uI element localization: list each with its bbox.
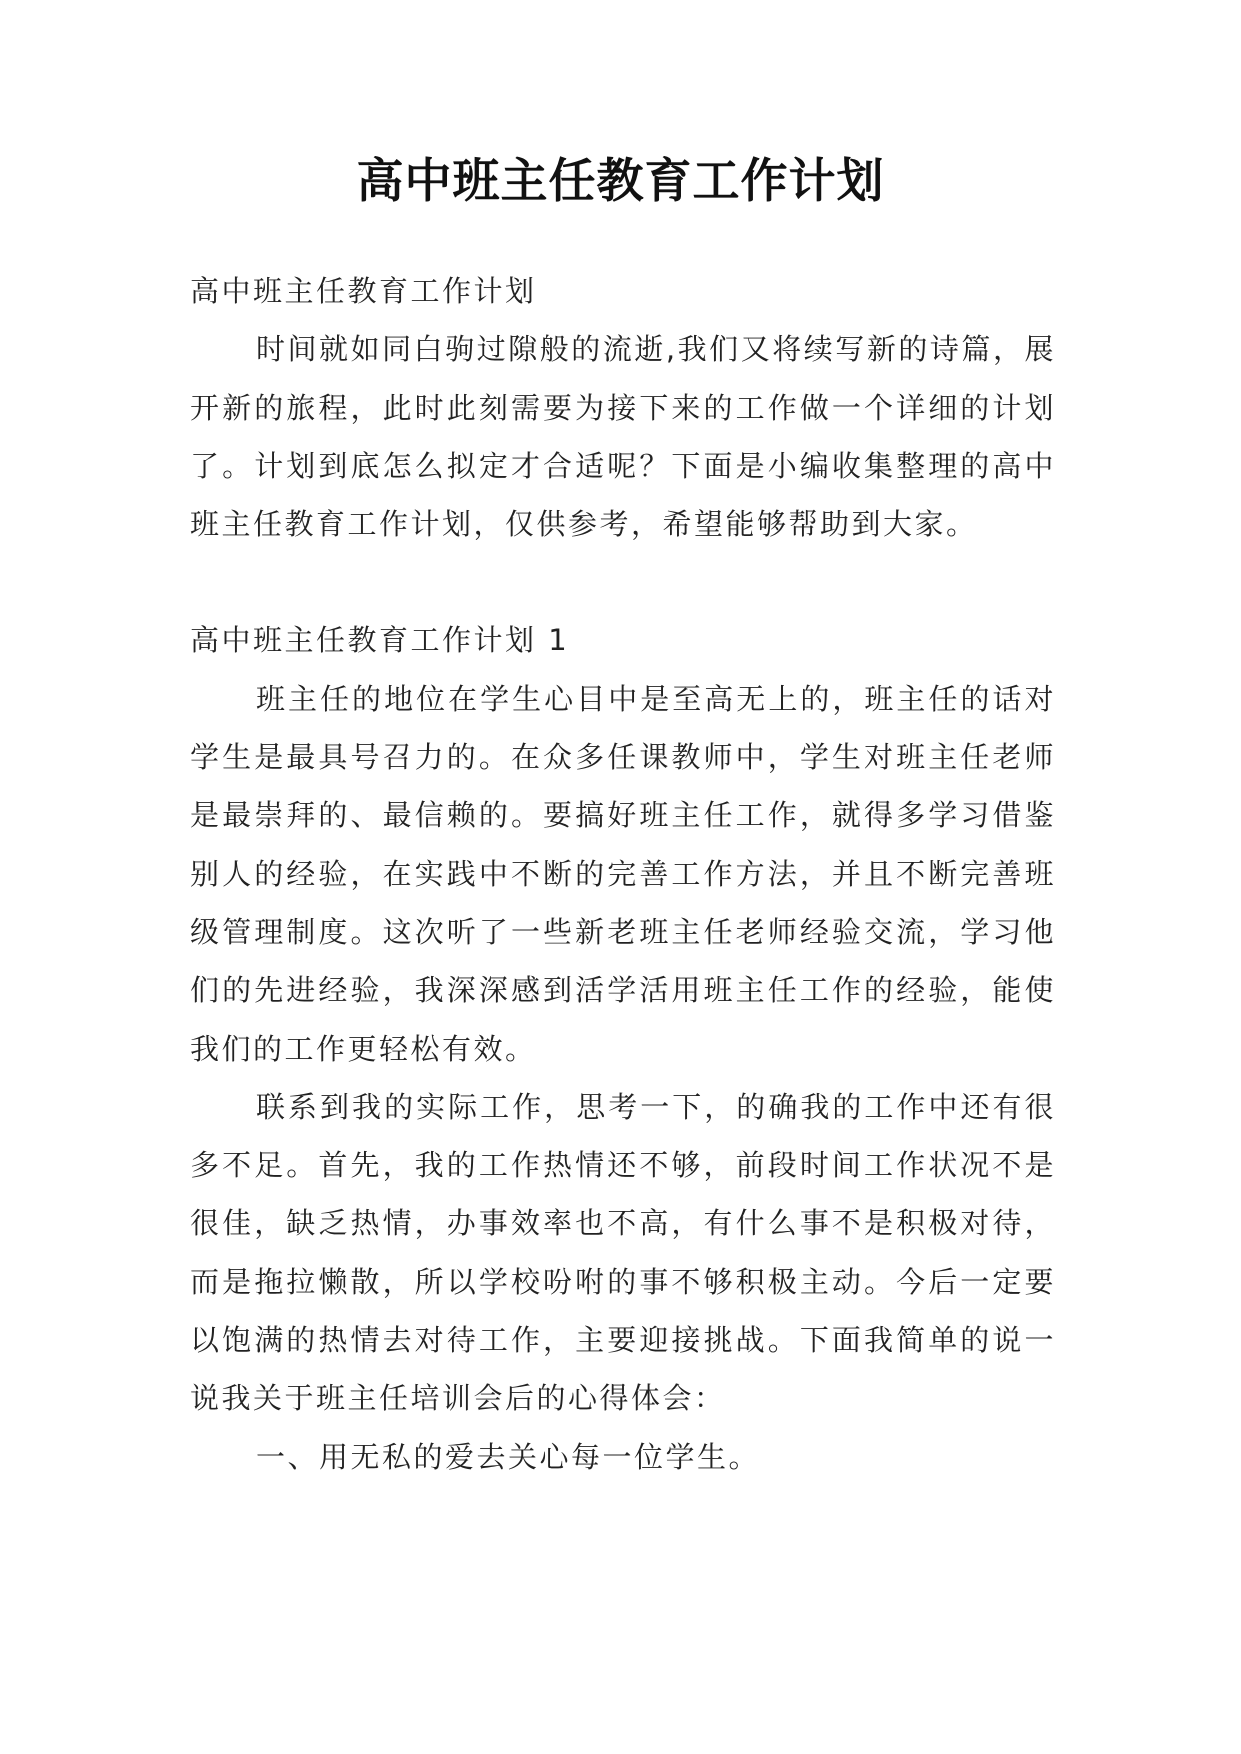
section-heading: 高中班主任教育工作计划 1 <box>190 623 570 658</box>
intro-paragraph: 时间就如同白驹过隙般的流逝,我们又将续写新的诗篇，展开新的旅程，此时此刻需要为接下来的工作做一个详细的计划了。计划到底怎么拟定才合适呢？下面是小编收集整理的高中班主任教育工作计划，仅供参考，希望能够帮助到大家。 <box>190 332 1056 542</box>
body-paragraph: 联系到我的实际工作，思考一下，的确我的工作中还有很多不足。首先，我的工作热情还不够，前段时间工作状况不是很佳，缺乏热情，办事效率也不高，有什么事不是积极对待，而是拖拉懒散，所以学校吩咐的事不够积极主动。今后一定要以饱满的热情去对待工作，主要迎接挑战。下面我简单的说一说我关于班主任培训会后的心得体会： <box>190 1089 1056 1416</box>
section-spacer <box>190 553 1056 611</box>
body-paragraph: 一、用无私的爱去关心每一位学生。 <box>256 1439 761 1474</box>
body-paragraph: 班主任的地位在学生心目中是至高无上的，班主任的话对学生是最具号召力的。在众多任课教师中，学生对班主任老师是最崇拜的、最信赖的。要搞好班主任工作，就得多学习借鉴别人的经验，在实践中不断的完善工作方法，并且不断完善班级管理制度。这次听了一些新老班主任老师经验交流，学习他们的先进经验，我深深感到活学活用班主任工作的经验，能使我们的工作更轻松有效。 <box>190 681 1056 1066</box>
document-title: 高中班主任教育工作计划 <box>356 154 885 209</box>
document-body <box>190 262 1056 1486</box>
intro-heading: 高中班主任教育工作计划 <box>190 274 537 308</box>
